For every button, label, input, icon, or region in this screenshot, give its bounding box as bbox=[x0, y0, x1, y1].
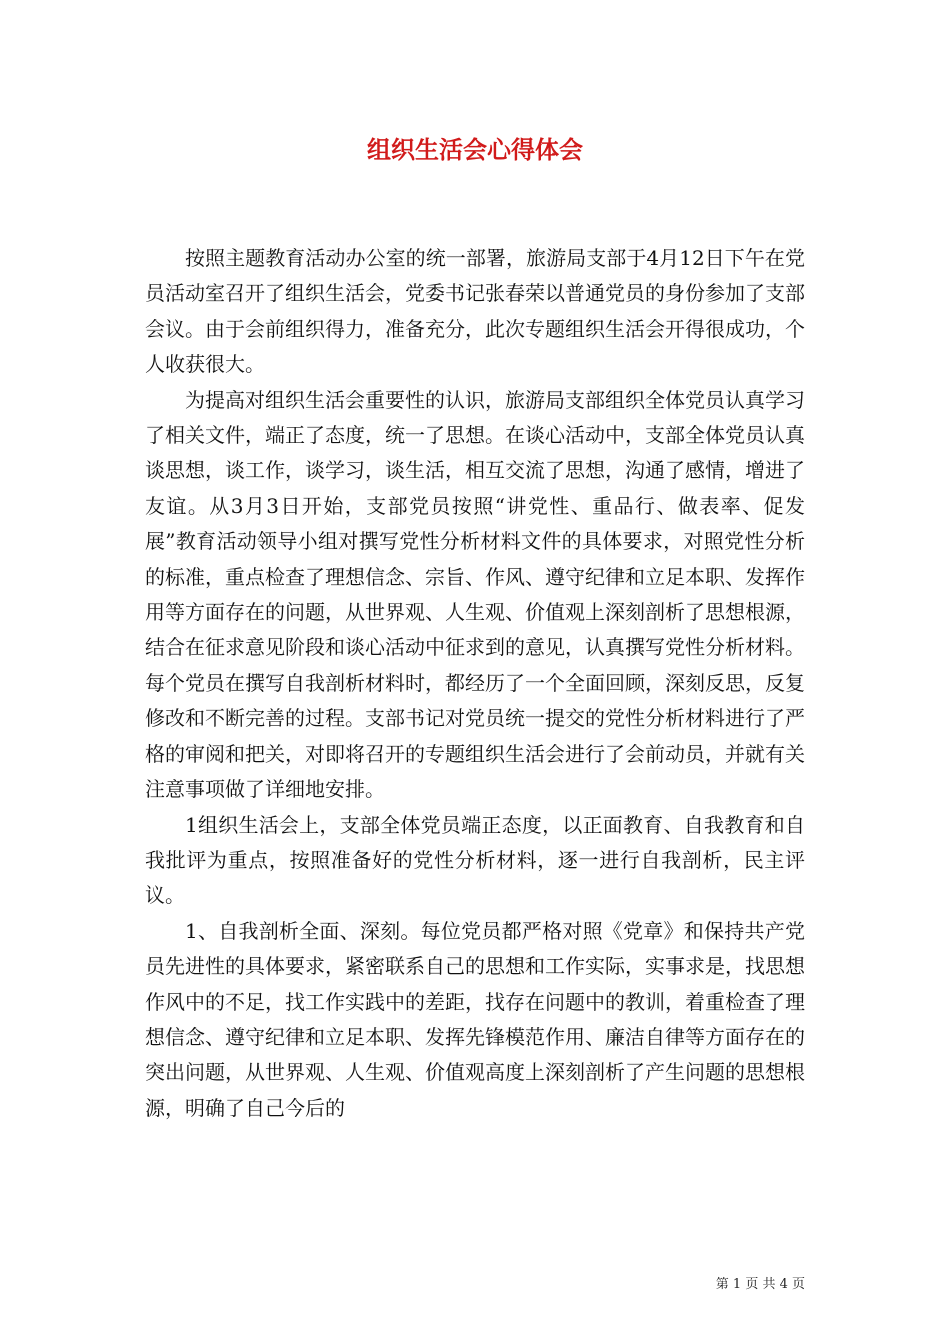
document-title: 组织生活会心得体会 bbox=[367, 135, 583, 164]
paragraph-2: 为提高对组织生活会重要性的认识，旅游局支部组织全体党员认真学习了相关文件，端正了态度，统一了思想。在谈心活动中，支部全体党员认真谈思想，谈工作，谈学习，谈生活，相互交流了思想，沟通了感情，增进了友谊。从3月3日开始，支部党员按照“讲党性、重品行、做表率、促发展”教育活动领导小组对撰写党性分析材料文件的具体要求，对照党性分析的标准，重点检查了理想信念、宗旨、作风、遵守纪律和立足本职、发挥作用等方面存在的问题，从世界观、人生观、价值观上深刻剖析了思想根源，结合在征求意见阶段和谈心活动中征求到的意见，认真撰写党性分析材料。每个党员在撰写自我剖析材料时，都经历了一个全面回顾，深刻反思，反复修改和不断完善的过程。支部书记对党员统一提交的党性分析材料进行了严格的审阅和把关，对即将召开的专题组织生活会进行了会前动员，并就有关注意事项做了详细地安排。 bbox=[145, 387, 805, 802]
page-number: 第 1 页 共 4 页 bbox=[715, 1277, 805, 1292]
paragraph-3: 1组织生活会上，支部全体党员端正态度，以正面教育、自我教育和自我批评为重点，按照准备好的党性分析材料，逐一进行自我剖析，民主评议。 bbox=[145, 812, 805, 908]
document-body bbox=[145, 241, 805, 1126]
paragraph-4: 1、自我剖析全面、深刻。每位党员都严格对照《党章》和保持共产党员先进性的具体要求，紧密联系自己的思想和工作实际，实事求是，找思想作风中的不足，找工作实践中的差距，找存在问题中的教训，着重检查了理想信念、遵守纪律和立足本职、发挥先锋模范作用、廉洁自律等方面存在的突出问题，从世界观、人生观、价值观高度上深刻剖析了产生问题的思想根源，明确了自己今后的 bbox=[145, 918, 805, 1120]
paragraph-1: 按照主题教育活动办公室的统一部署，旅游局支部于4月12日下午在党员活动室召开了组织生活会，党委书记张春荣以普通党员的身份参加了支部会议。由于会前组织得力，准备充分，此次专题组织生活会开得很成功，个人收获很大。 bbox=[145, 246, 805, 377]
